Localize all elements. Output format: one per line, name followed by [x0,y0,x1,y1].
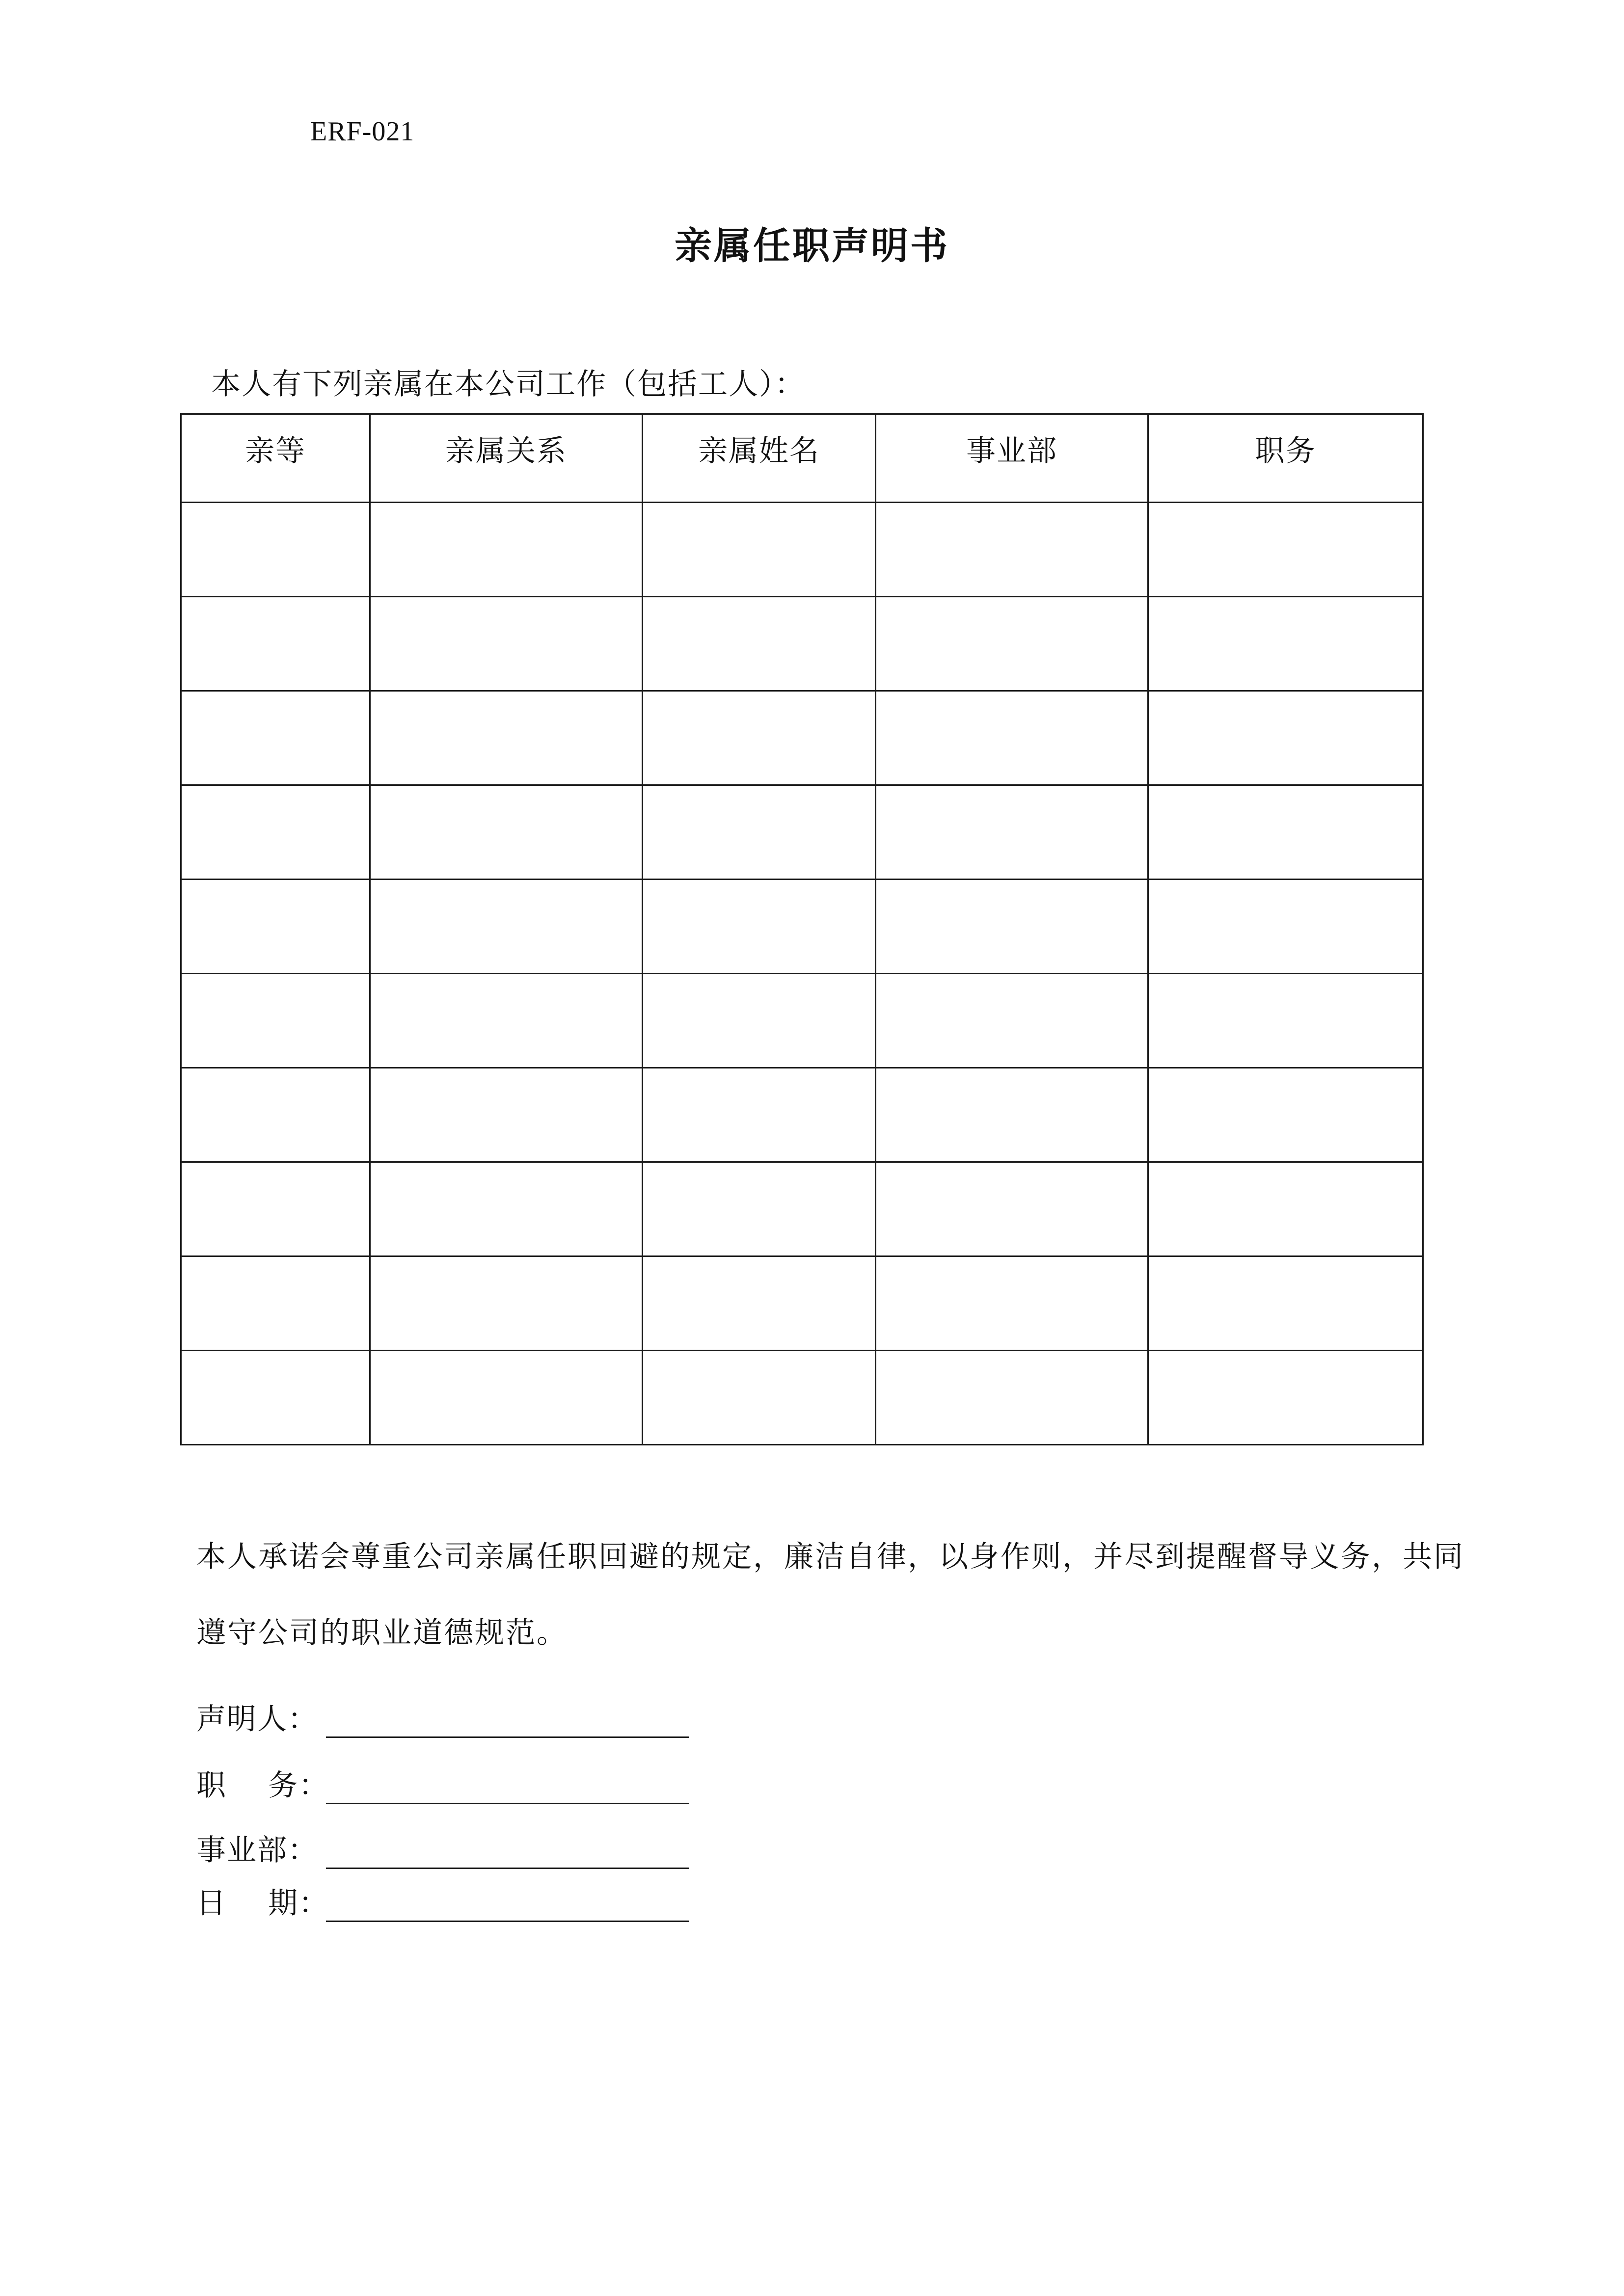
table-cell[interactable] [181,1351,370,1445]
table-header-row [181,414,1423,503]
declarant-label: 声明人： [196,1702,318,1736]
table-cell[interactable] [370,974,643,1068]
table-row [181,1068,1423,1162]
table-cell[interactable] [643,597,876,691]
table-cell[interactable] [876,1162,1148,1256]
department-field[interactable] [326,1835,689,1869]
table-cell[interactable] [643,1256,876,1351]
table-cell[interactable] [181,880,370,974]
form-code: ERF-021 [310,116,415,147]
table-cell[interactable] [370,1256,643,1351]
signature-row-declarant [196,1696,689,1738]
table-row [181,974,1423,1068]
table-cell[interactable] [370,1162,643,1256]
table-cell[interactable] [370,785,643,880]
table-cell[interactable] [370,597,643,691]
table-cell[interactable] [643,1068,876,1162]
position-field[interactable] [326,1770,689,1804]
table-cell[interactable] [876,1256,1148,1351]
table-body [181,503,1423,1445]
signature-row-date [196,1880,689,1922]
relatives-table [180,413,1424,1445]
table-row [181,1256,1423,1351]
declarant-field[interactable] [326,1704,689,1738]
table-row [181,785,1423,880]
department-label: 事业部： [196,1833,318,1868]
table-row [181,880,1423,974]
table-cell[interactable] [643,1351,876,1445]
table-cell[interactable] [876,785,1148,880]
table-cell[interactable] [1148,974,1423,1068]
table-cell[interactable] [1148,1351,1423,1445]
table-row [181,691,1423,785]
table-cell[interactable] [643,1162,876,1256]
table-cell[interactable] [1148,1162,1423,1256]
table-cell[interactable] [181,785,370,880]
table-row [181,1162,1423,1256]
table-cell[interactable] [181,597,370,691]
table-cell[interactable] [181,1162,370,1256]
table-cell[interactable] [876,1351,1148,1445]
table-cell[interactable] [370,1351,643,1445]
position-label: 职 务： [196,1768,329,1803]
table-cell[interactable] [643,974,876,1068]
column-header-department: 事业部 [876,414,1148,503]
date-label: 日 期： [196,1886,329,1921]
table-cell[interactable] [370,691,643,785]
table-cell[interactable] [876,597,1148,691]
table-cell[interactable] [181,1256,370,1351]
column-header-relative-name: 亲属姓名 [643,414,876,503]
table-cell[interactable] [181,974,370,1068]
table-cell[interactable] [1148,785,1423,880]
pledge-paragraph: 本人承诺会尊重公司亲属任职回避的规定，廉洁自律，以身作则，并尽到提醒督导义务，共同遵守公司的职业道德规范。 [196,1540,1464,1650]
table-cell[interactable] [1148,1068,1423,1162]
signature-row-position [196,1762,689,1804]
table-cell[interactable] [643,880,876,974]
table-cell[interactable] [876,691,1148,785]
table-row [181,503,1423,597]
table-cell[interactable] [1148,1256,1423,1351]
table-cell[interactable] [1148,691,1423,785]
signature-row-department [196,1827,689,1869]
table-cell[interactable] [643,691,876,785]
intro-text: 本人有下列亲属在本公司工作（包括工人）： [211,367,805,401]
table-cell[interactable] [876,974,1148,1068]
date-field[interactable] [326,1888,689,1922]
table-row [181,597,1423,691]
table-cell[interactable] [1148,597,1423,691]
table-row [181,1351,1423,1445]
document-title: 亲属任职声明书 [675,224,949,267]
table-cell[interactable] [370,503,643,597]
table-cell[interactable] [181,1068,370,1162]
table-cell[interactable] [876,503,1148,597]
table-cell[interactable] [643,785,876,880]
table-cell[interactable] [1148,880,1423,974]
column-header-kinship-degree: 亲等 [181,414,370,503]
table-cell[interactable] [370,880,643,974]
column-header-position: 职务 [1148,414,1423,503]
table-cell[interactable] [370,1068,643,1162]
table-cell[interactable] [643,503,876,597]
table-cell[interactable] [181,691,370,785]
table-cell[interactable] [181,503,370,597]
table-cell[interactable] [1148,503,1423,597]
table-cell[interactable] [876,880,1148,974]
column-header-relationship: 亲属关系 [370,414,643,503]
table-cell[interactable] [876,1068,1148,1162]
